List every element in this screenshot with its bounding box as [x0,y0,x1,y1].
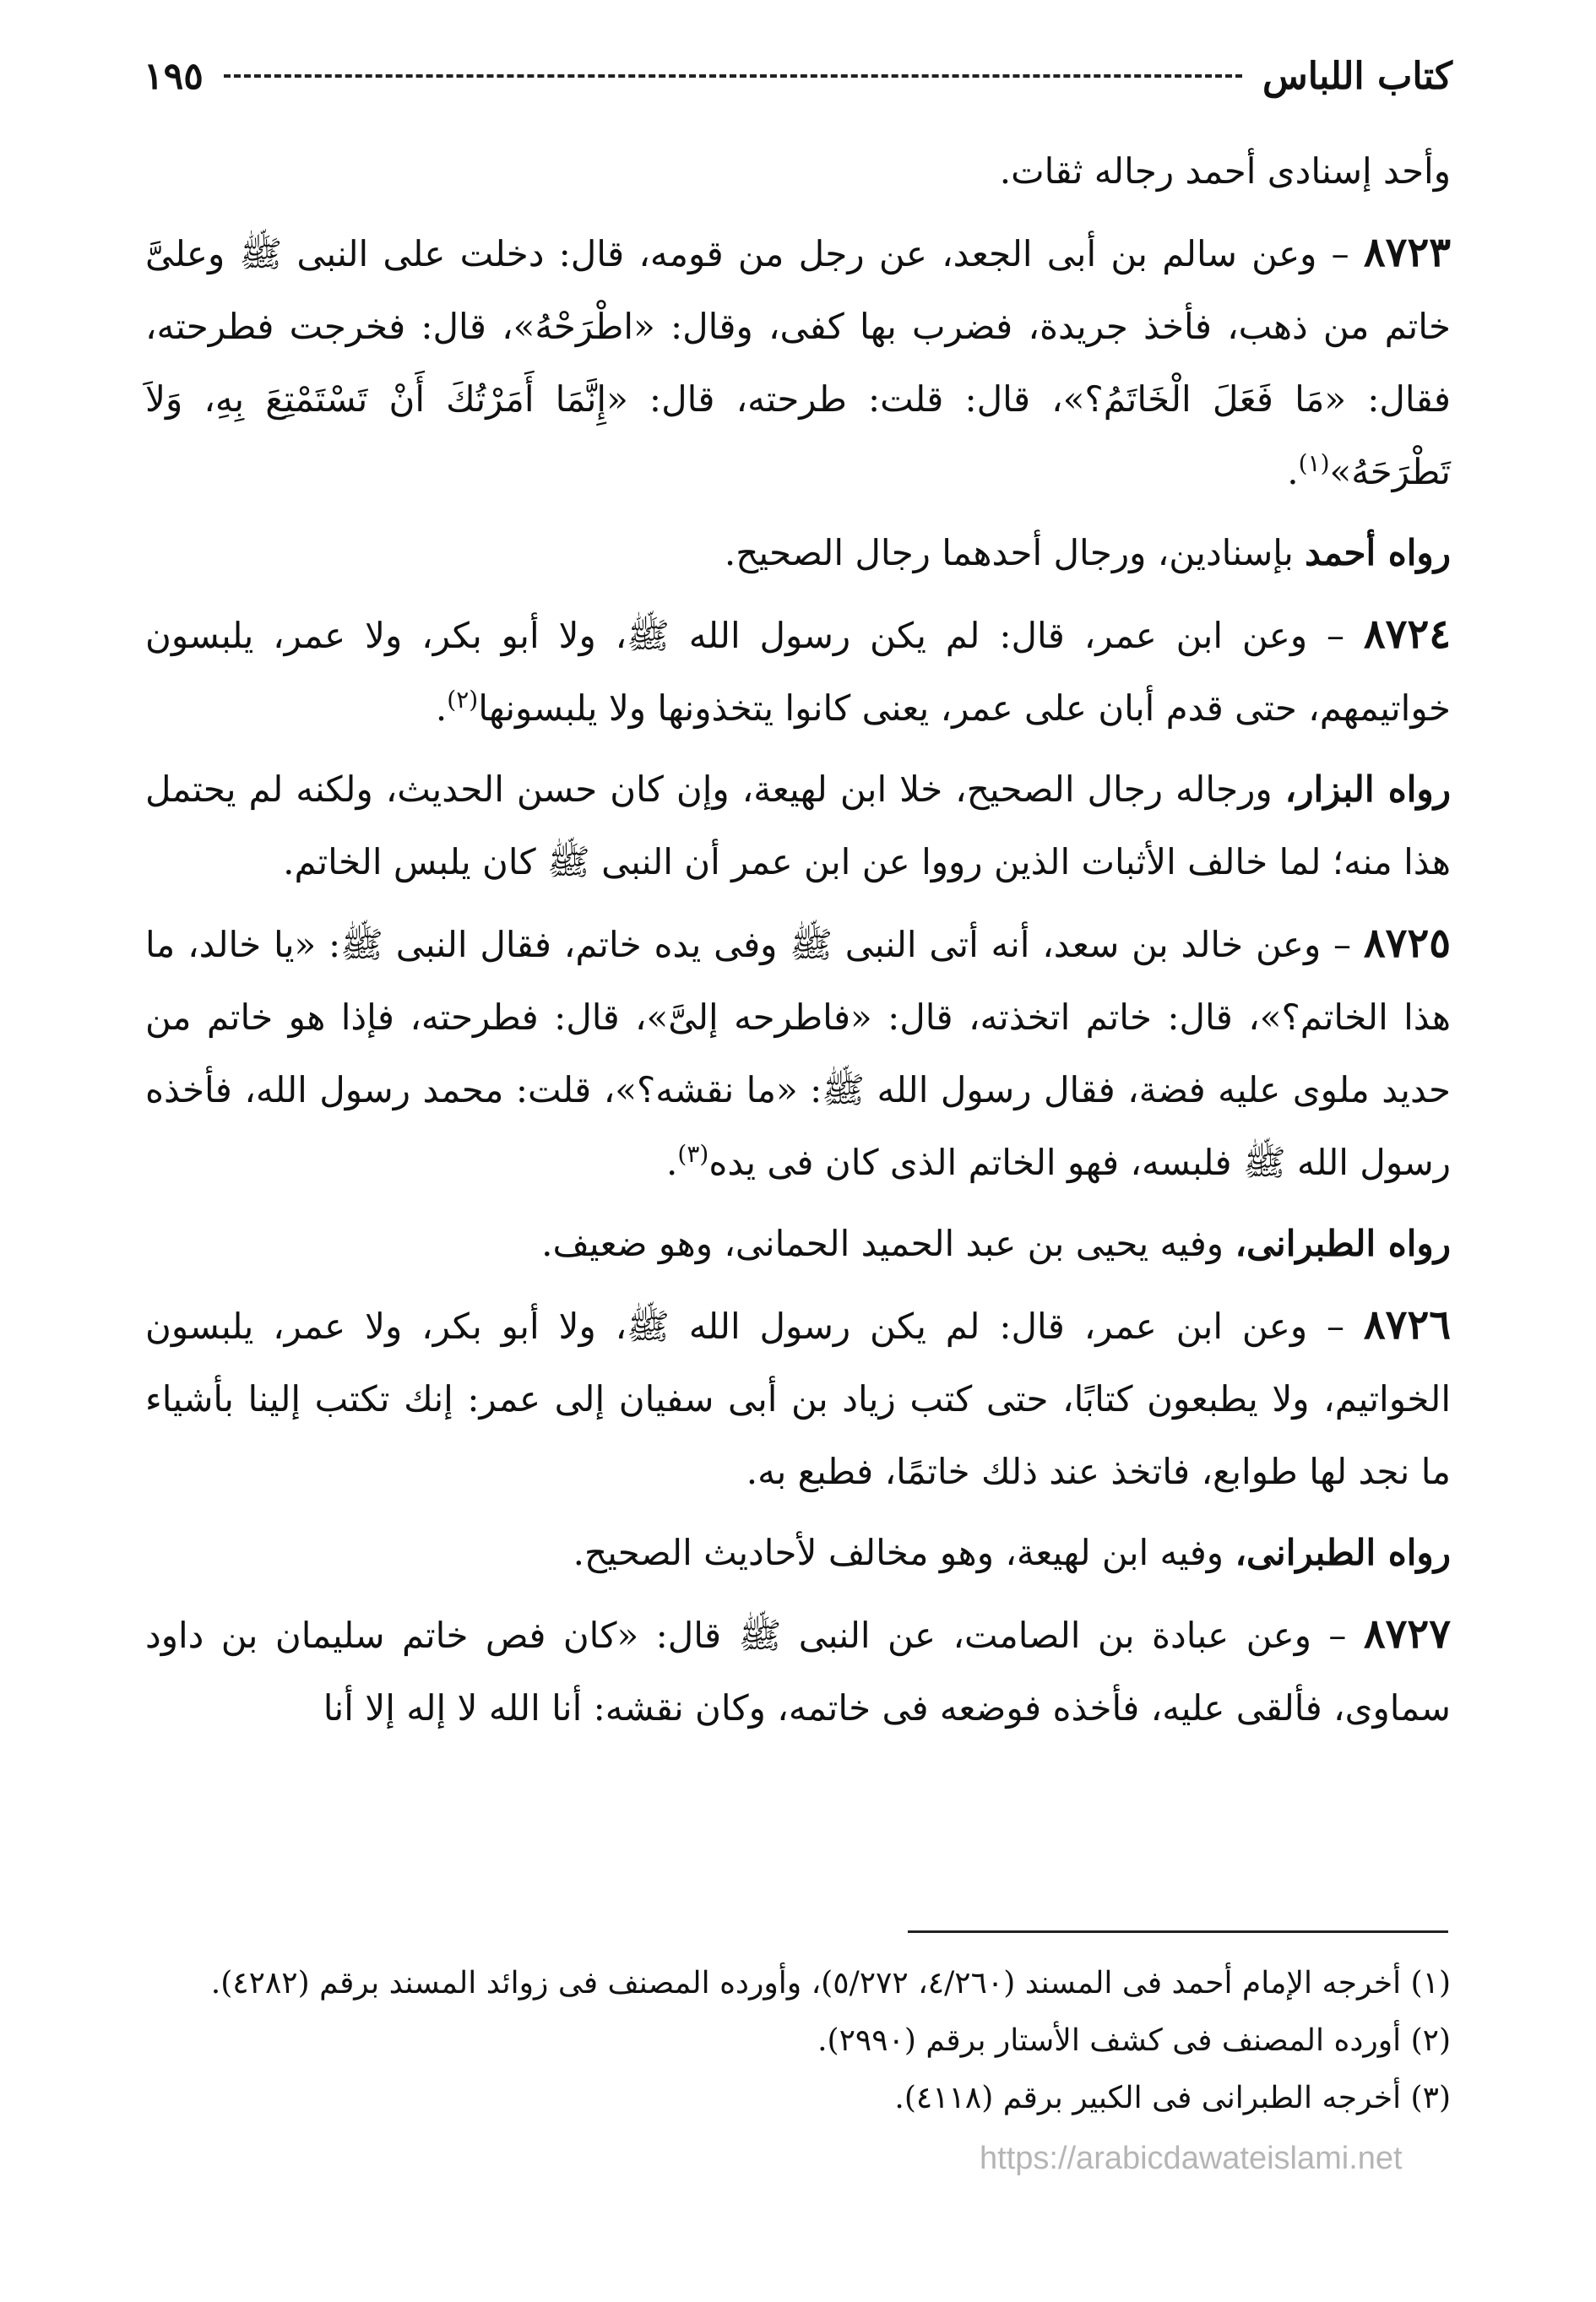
hadith-paragraph [145,907,1451,1199]
paragraph-text: – وعن خالد بن سعد، أنه أتى النبى ﷺ وفى يده خاتم، فقال النبى ﷺ: «يا خالد، ما هذا الخاتم؟»، قال: خاتم اتخذته، قال: «فاطرحه إلىَّ»، قال: فطرحته، فإذا هو خاتم من حديد ملوى عليه فضة، فقال رسول الله ﷺ: «ما نقشه؟»، قلت: محمد رسول الله، فأخذه رسول الله ﷺ فلبسه، فهو الخاتم الذى كان فى يده [145,924,1451,1183]
sentence-end: . [666,1142,678,1183]
hadith-number: ٨٧٢٤ [1363,611,1451,658]
hadith-paragraph [145,216,1451,508]
footnote-ref: (١) [1298,449,1330,477]
paragraph-text: وفيه ابن لهيعة، وهو مخالف لأحاديث الصحيح. [573,1532,1224,1573]
paragraph-text: وأحد إسنادى أحمد رجاله ثقات. [999,150,1451,192]
narrator-lead: رواه الطبرانى، [1235,1223,1451,1264]
narrator-lead: رواه البزار، [1284,768,1451,810]
hadith-paragraph [145,1289,1451,1508]
narration-note [145,517,1451,589]
hadith-number: ٨٧٢٣ [1363,229,1451,276]
hadith-paragraph [145,1598,1451,1745]
paragraph-text: وفيه يحيى بن عبد الحميد الحمانى، وهو ضعيف. [541,1223,1224,1264]
paragraph-text: – وعن عبادة بن الصامت، عن النبى ﷺ قال: «كان فص خاتم سليمان بن داود سماوى، فألقى عليه، فأخذه فوضعه فى خاتمه، وكان نقشه: أنا الله لا إله إلا أنا [145,1615,1451,1729]
sentence-end: . [435,687,448,729]
hadith-number: ٨٧٢٥ [1363,920,1451,967]
footnote-ref: (٣) [677,1140,709,1168]
page-number: ١٩٥ [144,54,204,98]
hadith-paragraph [145,598,1451,745]
footnote: (٣) أخرجه الطبرانى فى الكبير برقم (٤١١٨). [894,2081,1451,2115]
paragraph-text: – وعن ابن عمر، قال: لم يكن رسول الله ﷺ، ولا أبو بكر، ولا عمر، يلبسون خواتيمهم، حتى قدم أبان على عمر، يعنى كانوا يتخذونها ولا يلبسونها [145,615,1451,729]
narration-note [145,1517,1451,1589]
narrator-lead: رواه الطبرانى، [1235,1532,1451,1573]
footnotes [145,1955,1451,2127]
header-dashed-rule [224,74,1242,78]
narrator-lead: رواه أحمد [1305,532,1451,573]
main-text [145,135,1451,1753]
hadith-number: ٨٧٢٧ [1363,1610,1451,1658]
footnote-separator [908,1930,1448,1933]
paragraph-text: ورجاله رجال الصحيح، خلا ابن لهيعة، وإن كان حسن الحديث، ولكنه لم يحتمل هذا منه؛ لما خالف الأثبات الذين رووا عن ابن عمر أن النبى ﷺ كان يلبس الخاتم. [145,768,1451,882]
footnote: (٢) أورده المصنف فى كشف الأستار برقم (٢٩٩٠). [817,2023,1451,2058]
footnote-ref: (٢) [447,686,479,714]
narration-note [145,1208,1451,1280]
paragraph-text: – وعن سالم بن أبى الجعد، عن رجل من قومه، قال: دخلت على النبى ﷺ وعلىَّ خاتم من ذهب، فأخذ جريدة، فضرب بها كفى، وقال: «اطْرَحْهُ»، قال: فخرجت فطرحته، فقال: «مَا فَعَلَ الْخَاتَمُ؟»، قال: قلت: طرحته، قال: «إِنَّمَا أَمَرْتُكَ أَنْ تَسْتَمْتِعَ بِهِ، وَلاَ تَطْرَحَهُ» [145,233,1451,492]
book-title: كتاب اللباس [1262,54,1452,98]
narration-note [145,753,1451,899]
paragraph-text: بإسنادين، ورجال أحدهما رجال الصحيح. [724,532,1294,573]
watermark-url: https://arabicdawateislami.net [980,2141,1403,2176]
hadith-number: ٨٧٢٦ [1363,1301,1451,1349]
running-header [144,46,1452,106]
sentence-end: . [1287,451,1299,492]
footnote: (١) أخرجه الإمام أحمد فى المسند (٤/٢٦٠، ٥/٢٧٢)، وأورده المصنف فى زوائد المسند برقم (٤٢٨٢). [210,1966,1451,2001]
paragraph-text: – وعن ابن عمر، قال: لم يكن رسول الله ﷺ، ولا أبو بكر، ولا عمر، يلبسون الخواتيم، ولا يطبعون كتابًا، حتى كتب زياد بن أبى سفيان إلى عمر: إنك تكتب إلينا بأشياء ما نجد لها طوابع، فاتخذ عند ذلك خاتمًا، فطبع به. [145,1306,1451,1492]
paragraph [145,135,1451,208]
